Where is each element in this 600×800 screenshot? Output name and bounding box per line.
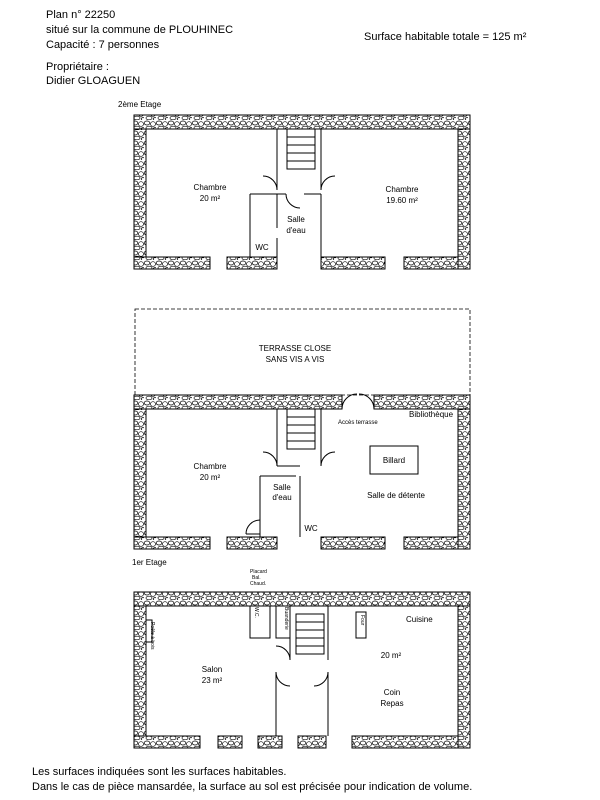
tiny-label-four: Four bbox=[359, 615, 365, 626]
room-salle-eau-1-line1: Salle bbox=[273, 483, 291, 492]
room-salle-eau-2-line1: Salle bbox=[287, 215, 305, 224]
tiny-label-buanderie: Buanderie bbox=[283, 607, 289, 630]
tiny-label-placard: Placard bbox=[250, 569, 267, 575]
capacity-text: Capacité : 7 personnes bbox=[46, 39, 160, 51]
room-chambre-1: Chambre bbox=[193, 462, 227, 471]
room-wc-2: WC bbox=[255, 243, 269, 252]
room-chambre-left-2-area: 20 m² bbox=[199, 194, 221, 203]
floor-2-title: 2ème Etage bbox=[118, 100, 162, 109]
floor-1-title: 1er Etage bbox=[132, 558, 167, 567]
floor-2-interior bbox=[250, 129, 335, 257]
note-line-2: Dans le cas de pièce mansardée, la surface au sol est précisée pour indication de volume. bbox=[32, 781, 473, 793]
commune-text: situé sur la commune de PLOUHINEC bbox=[46, 24, 234, 36]
room-wc-1: WC bbox=[304, 524, 318, 533]
ground-interior bbox=[146, 606, 366, 736]
terrace-label-line2: SANS VIS A VIS bbox=[265, 355, 325, 364]
floor-1-interior bbox=[246, 394, 418, 537]
room-salle-detente: Salle de détente bbox=[367, 491, 425, 500]
room-chambre-right-2-area: 19.60 m² bbox=[386, 196, 418, 205]
owner-name: Didier GLOAGUEN bbox=[46, 75, 141, 87]
room-coin-repas-line1: Coin bbox=[383, 688, 401, 697]
terrace-label-line1: TERRASSE CLOSE bbox=[258, 344, 332, 353]
tiny-label-bal: Bal. bbox=[252, 575, 261, 581]
room-chambre-left-2: Chambre bbox=[193, 183, 227, 192]
room-coin-repas-line2: Repas bbox=[380, 699, 404, 708]
room-chambre-right-2: Chambre bbox=[385, 185, 419, 194]
billard-table: Billard bbox=[382, 456, 406, 465]
note-line-1: Les surfaces indiquées sont les surfaces habitables. bbox=[32, 766, 287, 778]
room-salon: Salon bbox=[201, 665, 223, 674]
room-salle-eau-2-line2: d'eau bbox=[286, 226, 306, 235]
plan-number: Plan n° 22250 bbox=[46, 9, 116, 21]
room-salon-area: 23 m² bbox=[201, 676, 223, 685]
tiny-label-chaud: Chaud. bbox=[250, 581, 267, 587]
room-salle-eau-1-line2: d'eau bbox=[272, 493, 292, 502]
owner-label: Propriétaire : bbox=[46, 61, 109, 73]
room-cuisine-area: 20 m² bbox=[380, 651, 402, 660]
room-cuisine: Cuisine bbox=[406, 615, 433, 624]
tiny-label-poele: Poêle à bois bbox=[149, 622, 155, 650]
room-bibliotheque: Bibliothèque bbox=[409, 410, 454, 419]
surface-total: Surface habitable totale = 125 m² bbox=[364, 31, 527, 43]
room-chambre-1-area: 20 m² bbox=[199, 473, 221, 482]
tiny-label-wc: W.C. bbox=[253, 607, 259, 618]
acces-terrasse-label: Accès terrasse bbox=[338, 420, 378, 426]
